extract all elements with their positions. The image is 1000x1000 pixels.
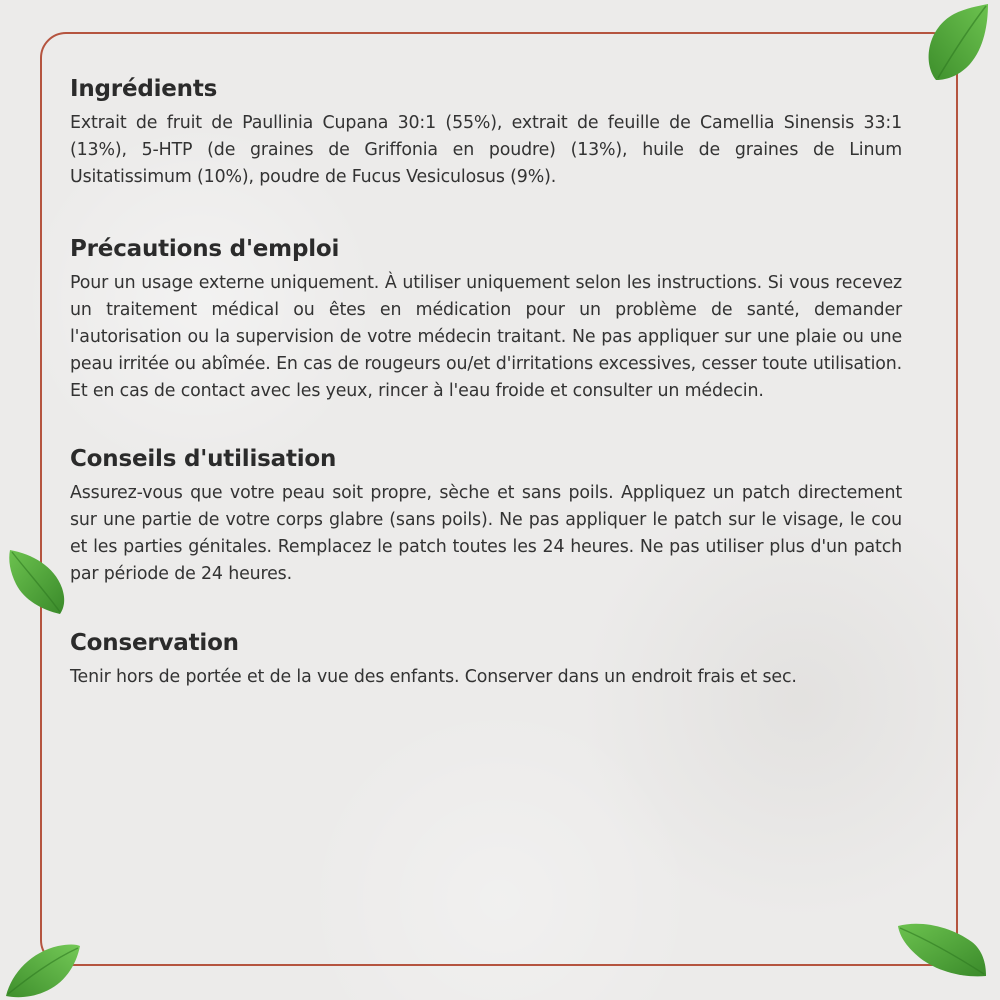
precautions-section	[70, 234, 902, 404]
usage-advice-heading: Conseils d'utilisation	[70, 446, 337, 473]
ingredients-text: Extrait de fruit de Paullinia Cupana 30:1 (55%), extrait de feuille de Camellia Sinensis 33:1 (13%), 5-HTP (de graines de Griffonia en poudre) (13%), huile de graines de Linum Usitatissimum (10%), poudre de Fucus Vesiculosus (9%).	[70, 113, 902, 187]
precautions-heading: Précautions d'emploi	[70, 236, 340, 263]
ingredients-heading: Ingrédients	[70, 76, 218, 102]
storage-section	[70, 628, 902, 691]
storage-text: Tenir hors de portée et de la vue des enfants. Conserver dans un endroit frais et sec.	[70, 666, 797, 687]
precautions-text: Pour un usage externe uniquement. À utiliser uniquement selon les instructions. Si vous recevez un traitement médical ou êtes en médication pour un problème de santé, demander l'autorisation ou la supervision de votre médecin traitant. Ne pas appliquer sur une plaie ou une peau irritée ou abîmée. En cas de rougeurs ou/et d'irritations excessives, cesser toute utilisation. Et en cas de contact avec les yeux, rincer à l'eau froide et consulter un médecin.	[70, 273, 902, 401]
usage-advice-section	[70, 444, 902, 587]
product-info	[70, 74, 902, 690]
storage-heading: Conservation	[70, 629, 239, 656]
ingredients-section	[70, 74, 902, 190]
usage-advice-text: Assurez-vous que votre peau soit propre, sèche et sans poils. Appliquez un patch directement sur une partie de votre corps glabre (sans poils). Ne pas appliquer le patch sur le visage, le cou et les parties génitales. Remplacez le patch toutes les 24 heures. Ne pas utiliser plus d'un patch par période de 24 heures.	[70, 483, 902, 584]
